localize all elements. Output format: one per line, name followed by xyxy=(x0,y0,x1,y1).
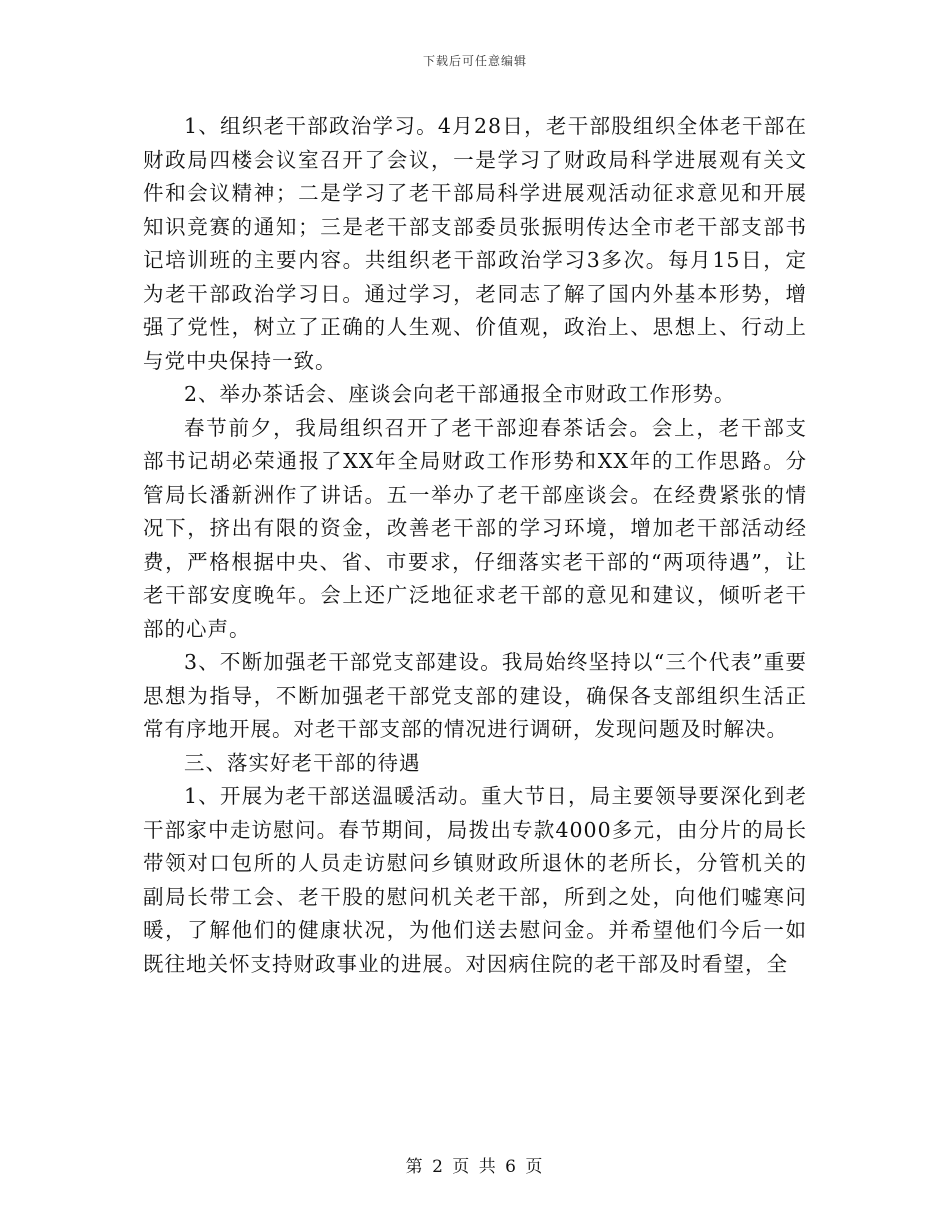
paragraph-tea-party-heading: 2、举办茶话会、座谈会向老干部通报全市财政工作形势。 xyxy=(184,382,736,406)
paragraph-spring-festival: 春节前夕，我局组织召开了老干部迎春茶话会。会上，老干部支部书记胡必荣通报了XX年全局财政工作形势和XX年的工作思路。分管局长潘新洲作了讲话。五一举办了老干部座谈会。在经费紧张的情况下，挤出有限的资金，改善老干部的学习环境，增加老干部活动经费，严格根据中央、省、市要求，仔细落实老干部的“两项待遇”，让老干部安度晚年。会上还广泛地征求老干部的意见和建议，倾听老干部的心声。 xyxy=(143,415,807,641)
page-footer: 第 2 页 共 6 页 xyxy=(405,1157,545,1177)
document-body xyxy=(143,110,807,981)
page-header: 下载后可任意编辑 xyxy=(422,54,527,68)
paragraph-political-study: 1、组织老干部政治学习。4月28日，老干部股组织全体老干部在财政局四楼会议室召开了会议，一是学习了财政局科学进展观有关文件和会议精神；二是学习了老干部局科学进展观活动征求意见和开展知识竞赛的通知；三是老干部支部委员张振明传达全市老干部支部书记培训班的主要内容。共组织老干部政治学习3多次。每月15日，定为老干部政治学习日。通过学习，老同志了解了国内外基本形势，增强了党性，树立了正确的人生观、价值观，政治上、思想上、行动上与党中央保持一致。 xyxy=(143,114,807,373)
paragraph-warmth-activity: 1、开展为老干部送温暖活动。重大节日，局主要领导要深化到老干部家中走访慰问。春节期间，局拨出专款4000多元，由分片的局长带领对口包所的人员走访慰问乡镇财政所退休的老所长，分管机关的副局长带工会、老干股的慰问机关老干部，所到之处，向他们嘘寒问暖，了解他们的健康状况，为他们送去慰问金。并希望他们今后一如既往地关怀支持财政事业的进展。对因病住院的老干部及时看望，全 xyxy=(143,784,807,976)
section-heading-benefits: 三、落实好老干部的待遇 xyxy=(184,750,421,775)
paragraph-party-branch: 3、不断加强老干部党支部建设。我局始终坚持以“三个代表”重要思想为指导，不断加强老干部党支部的建设，确保各支部组织生活正常有序地开展。对老干部支部的情况进行调研，发现问题及时解决。 xyxy=(143,650,807,741)
